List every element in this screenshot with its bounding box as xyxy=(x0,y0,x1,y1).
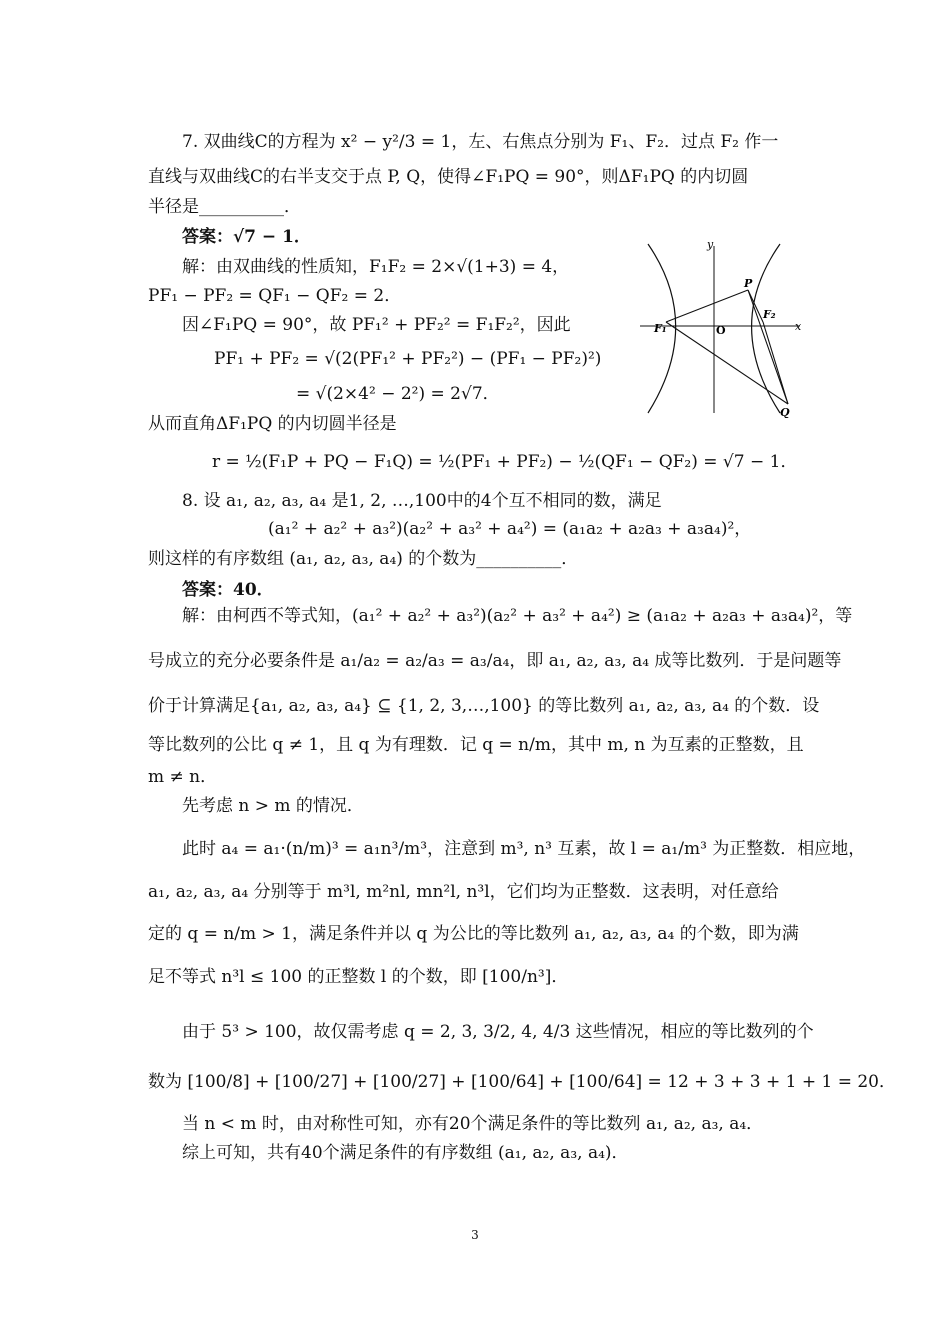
text-line: 8. 设 a₁, a₂, a₃, a₄ 是1, 2, …,100中的4个互不相同的数，满足 xyxy=(182,491,662,511)
text-line: 此时 a₄ = a₁·(n/m)³ = a₁n³/m³，注意到 m³, n³ 互素，故 l = a₁/m³ 为正整数．相应地， xyxy=(182,839,866,859)
text-line: 足不等式 n³l ≤ 100 的正整数 l 的个数，即 [100/n³]． xyxy=(148,967,569,987)
equation-line: 数为 [100/8] + [100/27] + [100/27] + [100/64] + [100/64] = 12 + 3 + 3 + 1 + 1 = 20． xyxy=(148,1072,896,1092)
equation-line: (a₁² + a₂² + a₃²)(a₂² + a₃² + a₄²) = (a₁a₂ + a₂a₃ + a₃a₄)²， xyxy=(268,519,752,539)
text-line: 半径是__________． xyxy=(148,197,301,217)
text-line: 价于计算满足{a₁, a₂, a₃, a₄} ⊆ {1, 2, 3,…,100} 的等比数列 a₁, a₂, a₃, a₄ 的个数．设 xyxy=(148,696,820,716)
solution-line: 解：由双曲线的性质知，F₁F₂ = 2×√(1+3) = 4， xyxy=(182,257,570,277)
solution-line: 解：由柯西不等式知，(a₁² + a₂² + a₃²)(a₂² + a₃² + a₄²) ≥ (a₁a₂ + a₂a₃ + a₃a₄)²，等 xyxy=(182,606,853,626)
text-line: 7. 双曲线C的方程为 x² − y²/3 = 1，左、右焦点分别为 F₁、F₂．过点 F₂ 作一 xyxy=(182,132,779,152)
text-line: 当 n < m 时，由对称性可知，亦有20个满足条件的等比数列 a₁, a₂, a₃, a₄． xyxy=(182,1114,764,1134)
equation-line: PF₁ + PF₂ = √(2(PF₁² + PF₂²) − (PF₁ − PF₂)²) xyxy=(214,349,602,369)
equation-line: = √(2×4² − 2²) = 2√7． xyxy=(296,384,500,404)
f2-label: F₂ xyxy=(763,308,776,321)
text-line: 由于 5³ > 100，故仅需考虑 q = 2, 3, 3/2, 4, 4/3 这些情况，相应的等比数列的个 xyxy=(182,1022,814,1042)
p-label: P xyxy=(744,277,753,290)
text-line: 直线与双曲线C的右半支交于点 P, Q，使得∠F₁PQ = 90°，则ΔF₁PQ 的内切圆 xyxy=(148,167,749,187)
text-line: 从而直角ΔF₁PQ 的内切圆半径是 xyxy=(148,414,397,434)
answer-line: 答案：40． xyxy=(182,580,274,600)
equation-line: r = ½(F₁P + PQ − F₁Q) = ½(PF₁ + PF₂) − ½(QF₁ − QF₂) = √7 − 1． xyxy=(212,452,798,472)
text-line: 综上可知，共有40个满足条件的有序数组 (a₁, a₂, a₃, a₄)． xyxy=(182,1143,629,1163)
q-label: Q xyxy=(780,406,790,418)
text-line: 等比数列的公比 q ≠ 1，且 q 为有理数．记 q = n/m，其中 m, n 为互素的正整数，且 xyxy=(148,735,804,755)
axis-label-x: x xyxy=(795,320,802,333)
text-line: 因∠F₁PQ = 90°，故 PF₁² + PF₂² = F₁F₂²，因此 xyxy=(182,315,571,335)
answer-line: 答案：√7 − 1． xyxy=(182,227,311,247)
text-line: PF₁ − PF₂ = QF₁ − QF₂ = 2． xyxy=(148,286,402,306)
text-line: 号成立的充分必要条件是 a₁/a₂ = a₂/a₃ = a₃/a₄，即 a₁, a₂, a₃, a₄ 成等比数列．于是问题等 xyxy=(148,651,842,671)
text-line: m ≠ n． xyxy=(148,767,218,787)
hyperbola-figure xyxy=(630,238,806,418)
origin-label: O xyxy=(716,324,726,337)
text-line: a₁, a₂, a₃, a₄ 分别等于 m³l, m²nl, mn²l, n³l，它们均为正整数．这表明，对任意给 xyxy=(148,882,779,902)
text-line: 则这样的有序数组 (a₁, a₂, a₃, a₄) 的个数为__________． xyxy=(148,549,579,569)
axis-label-y: y xyxy=(707,238,714,251)
hyperbola-right-branch xyxy=(752,244,781,413)
text-line: 定的 q = n/m > 1，满足条件并以 q 为公比的等比数列 a₁, a₂, a₃, a₄ 的个数，即为满 xyxy=(148,924,799,944)
text-line: 先考虑 n > m 的情况． xyxy=(182,796,364,816)
page-number: 3 xyxy=(471,1228,479,1242)
f1-label: F₁ xyxy=(654,322,667,335)
